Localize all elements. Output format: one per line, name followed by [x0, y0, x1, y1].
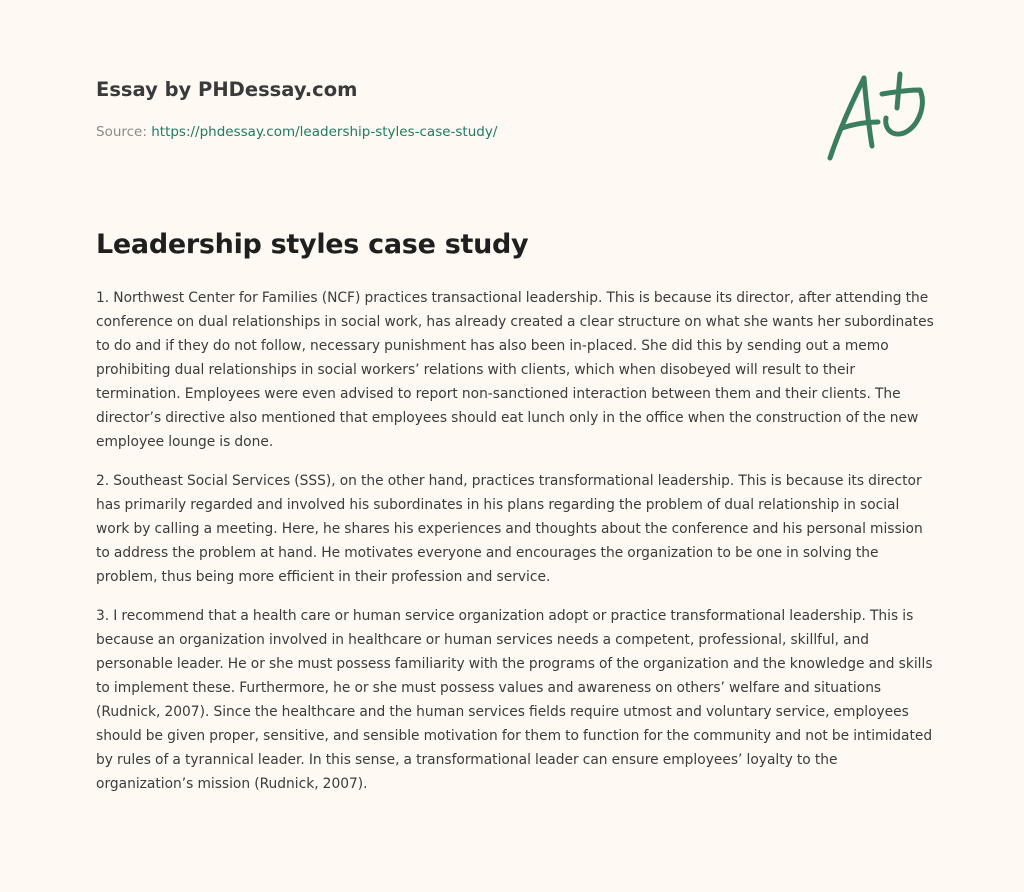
essay-paragraph: 2. Southeast Social Services (SSS), on the other hand, practices transformational leadership. This is because its director has primarily regarded and involved his subordinates in his plans regarding the problem of dual relationship in social work by calling a meeting. Here, he shares his experiences and thoughts about the conference and his personal mission to address the problem at hand. He motivates everyone and encourages the organization to be one in solving the problem, thus being more efficient in their profession and service. [96, 473, 923, 585]
page-header [96, 76, 796, 142]
source-link[interactable]: https://phdessay.com/leadership-styles-case-study/ [151, 124, 498, 140]
site-title: Essay by PHDessay.com [96, 78, 358, 101]
essay-paragraph: 3. I recommend that a health care or human service organization adopt or practice transformational leadership. This is because an organization involved in healthcare or human services needs a competent, professional, skillful, and personable leader. He or she must possess familiarity with the programs of the organization and the knowledge and skills to implement these. Furthermore, he or she must possess values and awareness on others’ welfare and situations (Rudnick, 2007). Since the healthcare and the human services fields require utmost and voluntary service, employees should be given proper, sensitive, and sensible motivation for them to function for the community and not be intimidated by rules of a tyrannical leader. In this sense, a transformational leader can ensure employees’ loyalty to the organization’s mission (Rudnick, 2007). [96, 608, 933, 792]
essay-title: Leadership styles case study [96, 229, 529, 260]
a-plus-grade-icon [820, 66, 930, 166]
source-line [96, 122, 796, 142]
essay-paragraph: 1. Northwest Center for Families (NCF) practices transactional leadership. This is because its director, after attending the conference on dual relationships in social work, has already created a clear structure on what she wants her subordinates to do and if they do not follow, necessary punishment has also been in-placed. She did this by sending out a memo prohibiting dual relationships in social workers’ relations with clients, which when disobeyed will result to their termination. Employees were even advised to report non-sanctioned interaction between them and their clients. The director’s directive also mentioned that employees should eat lunch only in the office when the construction of the new employee lounge is done. [96, 290, 934, 450]
essay-body [96, 286, 936, 811]
source-label: Source: [96, 124, 152, 140]
